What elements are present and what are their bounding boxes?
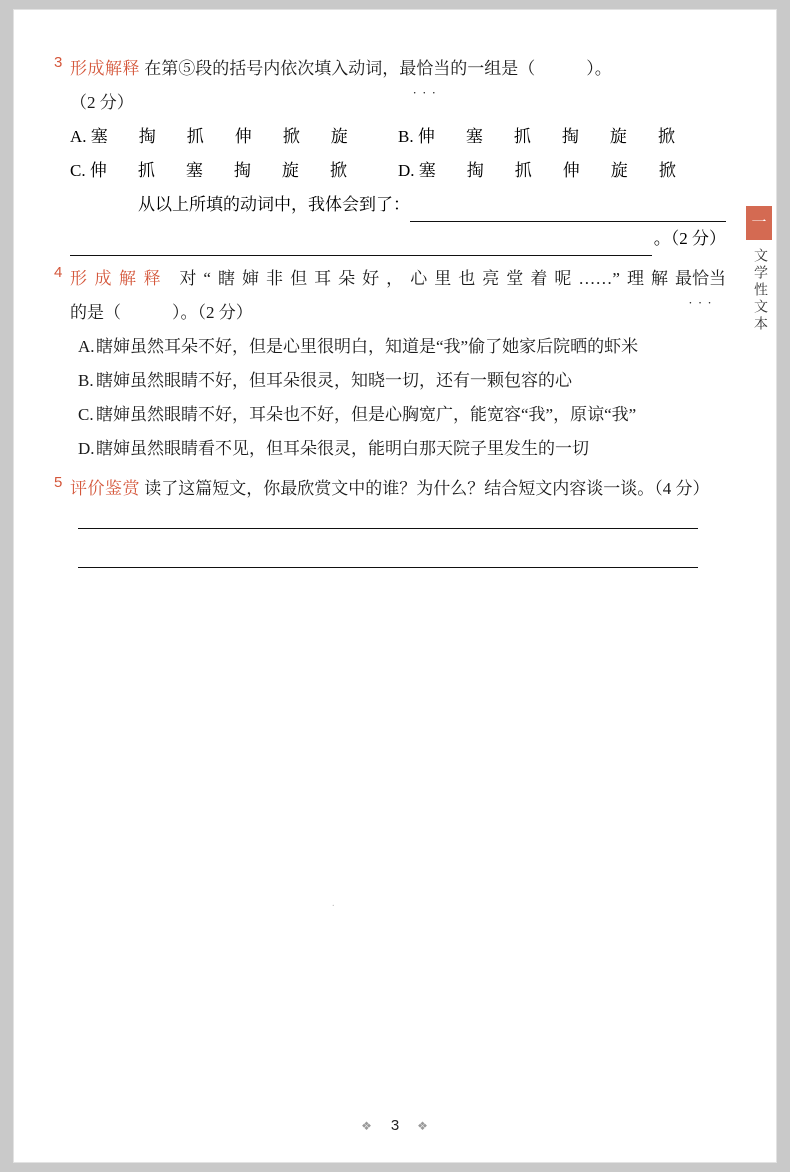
option-A-label: A. xyxy=(78,337,95,356)
question-4-options xyxy=(70,330,726,466)
page-number: 3 xyxy=(390,1117,400,1134)
page-sheet xyxy=(14,10,776,1162)
question-3-stem xyxy=(70,52,726,86)
question-5-tag: 评价鉴赏 xyxy=(70,479,140,498)
chapter-side-tab xyxy=(742,206,776,338)
option-C-label: C. xyxy=(78,405,94,424)
question-3-followup-text: 从以上所填的动词中，我体会到了： xyxy=(138,195,410,214)
question-3-followup-line-2 xyxy=(70,222,726,256)
option-A-text: 塞 掏 抓 伸 掀 旋 xyxy=(90,127,355,146)
question-4 xyxy=(54,262,726,466)
option-A-label: A. xyxy=(70,127,87,146)
question-3-stem-pre: 在第⑤段的括号内依次填入动词， xyxy=(144,59,400,78)
question-5-answer-area[interactable] xyxy=(78,528,698,568)
chapter-number-badge: 一 xyxy=(746,206,772,240)
option-A[interactable] xyxy=(70,330,726,364)
question-5 xyxy=(54,472,726,568)
answer-blank-inline-2[interactable] xyxy=(70,229,652,256)
question-4-stem xyxy=(70,262,726,330)
question-3-options-row-2 xyxy=(70,154,726,188)
question-3-followup-tail: 。（2 分） xyxy=(653,229,726,248)
option-D-label: D. xyxy=(398,161,415,180)
question-4-stem-emphasis: 最恰当 · · · xyxy=(675,262,726,296)
page-footer xyxy=(14,1117,776,1134)
question-4-tag: 形成解释 xyxy=(70,269,169,288)
question-3-tag: 形成解释 xyxy=(70,59,140,78)
option-D-label: D. xyxy=(78,439,95,458)
question-5-stem-text: 读了这篇短文，你最欣赏文中的谁？为什么？结合短文内容谈一谈。（4 分） xyxy=(144,479,710,498)
option-C[interactable] xyxy=(70,154,398,188)
option-C-text: 伸 抓 塞 掏 旋 掀 xyxy=(89,161,354,180)
question-4-stem-post: 的是（ ）。（2 分） xyxy=(70,303,253,322)
option-C[interactable] xyxy=(70,398,726,432)
chapter-label: 文学性文本 xyxy=(752,248,767,333)
answer-line[interactable] xyxy=(78,567,698,568)
question-3 xyxy=(54,52,726,256)
option-B-label: B. xyxy=(78,371,94,390)
option-C-label: C. xyxy=(70,161,86,180)
question-5-number: 5 xyxy=(54,474,63,491)
ornament-right-icon: ❖ xyxy=(417,1119,429,1133)
stray-mark: . xyxy=(332,898,335,909)
page-content xyxy=(54,52,726,606)
option-B[interactable] xyxy=(398,120,726,154)
question-3-score: （2 分） xyxy=(70,93,134,112)
answer-blank-inline[interactable] xyxy=(410,195,726,222)
option-D-text: 瞎婶虽然眼睛看不见，但耳朵很灵，能明白那天院子里发生的一切 xyxy=(96,439,589,458)
question-3-stem-post: 的一组是（ ）。 xyxy=(450,59,612,78)
answer-line[interactable] xyxy=(78,528,698,529)
question-4-stem-pre: 对“瞎婶非但耳朵好，心里也亮堂着呢……”理解 xyxy=(179,269,676,288)
question-3-options-row-1 xyxy=(70,120,726,154)
question-4-number: 4 xyxy=(54,264,63,281)
question-3-number: 3 xyxy=(54,54,63,71)
option-D[interactable] xyxy=(70,432,726,466)
option-B-text: 瞎婶虽然眼睛不好，但耳朵很灵，知晓一切，还有一颗包容的心 xyxy=(96,371,572,390)
option-C-text: 瞎婶虽然眼睛不好，耳朵也不好，但是心胸宽广，能宽容“我”，原谅“我” xyxy=(96,405,637,424)
option-B-text: 伸 塞 抓 掏 旋 掀 xyxy=(417,127,682,146)
question-3-followup xyxy=(70,188,726,222)
option-A[interactable] xyxy=(70,120,398,154)
question-3-stem-emphasis: 最恰当 · · · xyxy=(399,52,450,86)
option-D-text: 塞 掏 抓 伸 旋 掀 xyxy=(418,161,683,180)
option-D[interactable] xyxy=(398,154,726,188)
option-A-text: 瞎婶虽然耳朵不好，但是心里很明白，知道是“我”偷了她家后院晒的虾米 xyxy=(96,337,639,356)
ornament-left-icon: ❖ xyxy=(361,1119,373,1133)
option-B-label: B. xyxy=(398,127,414,146)
option-B[interactable] xyxy=(70,364,726,398)
question-5-stem xyxy=(70,472,726,506)
